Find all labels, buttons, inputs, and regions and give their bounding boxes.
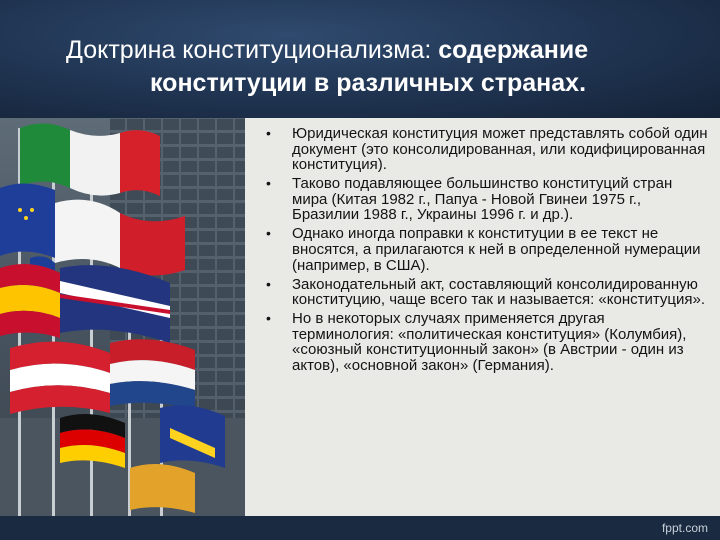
slide-header: [0, 0, 720, 118]
bullet-text-box: [262, 126, 710, 377]
slide-footer: [0, 516, 720, 540]
footer-brand: fppt.com: [661, 521, 708, 535]
bullet-item: • Но в некоторых случаях применяется другая терминология: «политическая конституция» (Колумбия), «союзный конституционный закон» (в Австрии - один из актов), «основной закон» (Германия).: [262, 311, 710, 373]
title-bold: содержание: [438, 36, 589, 64]
bullet-list: [262, 126, 710, 373]
bullet-item: • Однако иногда поправки к конституции в ее текст не вносятся, а прилагаются к ней в определенной нумерации (например, в США).: [262, 226, 710, 273]
flags-illustration: [0, 118, 245, 516]
bullet-item: • Законодательный акт, составляющий консолидированную конституцию, чаще всего так и называется: «конституция».: [262, 277, 710, 308]
title-line2: конституции в различных странах.: [150, 69, 587, 97]
slide-content: [0, 118, 720, 516]
bullet-item: • Юридическая конституция может представлять собой один документ (это консолидированная, или кодифицированная конституция).: [262, 126, 710, 173]
bullet-item: • Таково подавляющее большинство конституций стран мира (Китая 1982 г., Папуа - Новой Гвинеи 1975 г., Бразилии 1988 г., Украины 1996 г. и др.).: [262, 176, 710, 223]
flags-photo: [0, 118, 245, 516]
slide-title: [66, 34, 686, 100]
title-prefix: Доктрина конституционализма:: [66, 36, 439, 64]
